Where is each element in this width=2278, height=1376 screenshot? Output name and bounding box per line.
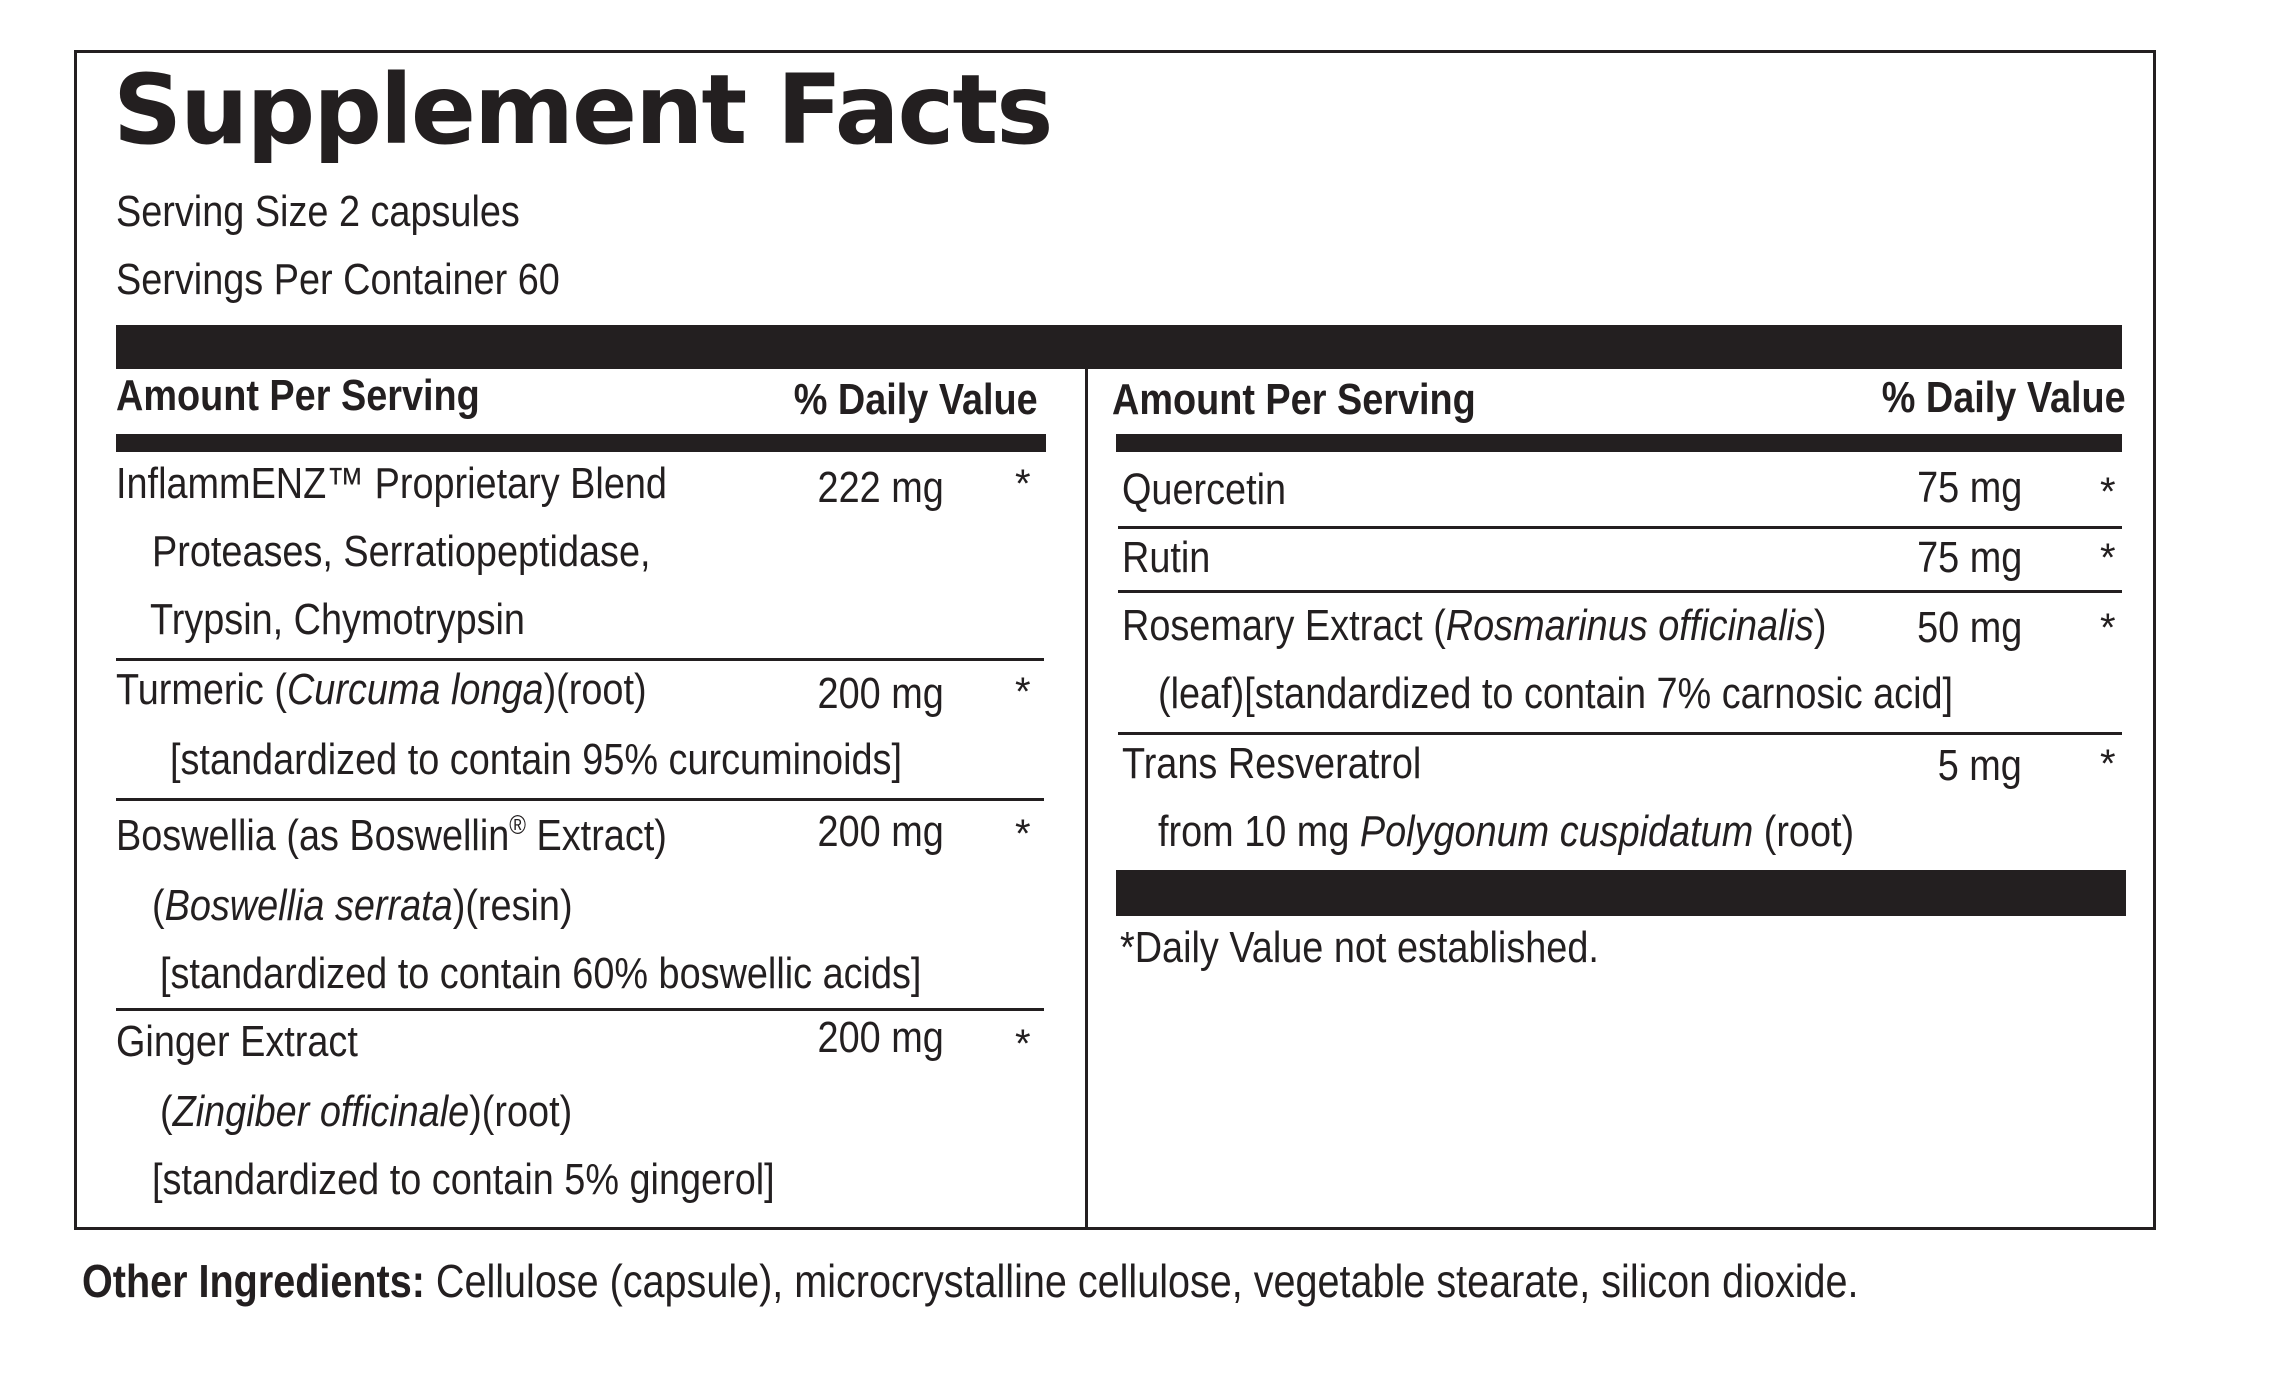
other-ingredients-label: Other Ingredients: [82, 1255, 425, 1307]
ingredient-name: Boswellia (as Boswellin® Extract) [116, 810, 667, 860]
daily-value-footnote: *Daily Value not established. [1120, 923, 1599, 972]
right-header-amount: Amount Per Serving [1112, 375, 1476, 424]
panel-title: Supplement Facts [113, 54, 1052, 166]
ingredient-detail: Trypsin, Chymotrypsin [150, 595, 525, 644]
daily-value-asterisk: * [2100, 536, 2116, 580]
row-divider [116, 798, 1044, 801]
daily-value-asterisk: * [1015, 462, 1031, 506]
daily-value-asterisk: * [1015, 812, 1031, 856]
left-header-daily-value: % Daily Value [794, 375, 1038, 424]
ingredient-detail: [standardized to contain 5% gingerol] [152, 1155, 775, 1204]
ingredient-amount: 75 mg [1916, 463, 2022, 512]
other-ingredients-text: Cellulose (capsule), microcrystalline cellulose, vegetable stearate, silicon dioxide. [424, 1255, 1859, 1307]
daily-value-asterisk: * [1015, 670, 1031, 714]
ingredient-name: Rosemary Extract (Rosmarinus officinalis) [1122, 601, 1827, 650]
row-divider [116, 1008, 1044, 1011]
thick-divider-bottom [1116, 870, 2126, 916]
serving-size: Serving Size 2 capsules [116, 187, 520, 236]
ingredient-amount: 50 mg [1916, 603, 2022, 652]
ingredient-name: Trans Resveratrol [1122, 739, 1422, 788]
daily-value-asterisk: * [2100, 470, 2116, 514]
ingredient-amount: 200 mg [817, 669, 944, 718]
ingredient-name: InflammENZ™ Proprietary Blend [116, 459, 667, 508]
left-header-amount: Amount Per Serving [116, 371, 480, 420]
left-header-divider [116, 434, 1046, 452]
ingredient-name: Turmeric (Curcuma longa)(root) [116, 665, 647, 714]
daily-value-asterisk: * [2100, 742, 2116, 786]
right-header-daily-value: % Daily Value [1882, 373, 2126, 422]
thick-divider-top [116, 325, 2122, 369]
row-divider [1118, 526, 2122, 529]
ingredient-detail: [standardized to contain 60% boswellic acids] [160, 949, 922, 998]
daily-value-asterisk: * [2100, 606, 2116, 650]
ingredient-detail: [standardized to contain 95% curcuminoids] [170, 735, 902, 784]
ingredient-detail: Proteases, Serratiopeptidase, [152, 527, 651, 576]
ingredient-detail: (leaf)[standardized to contain 7% carnosic acid] [1158, 669, 1954, 718]
servings-per-container: Servings Per Container 60 [116, 255, 560, 304]
ingredient-amount: 5 mg [1937, 741, 2022, 790]
row-divider [1118, 590, 2122, 593]
ingredient-amount: 200 mg [817, 1013, 944, 1062]
ingredient-name: Rutin [1122, 533, 1211, 582]
ingredient-detail: from 10 mg Polygonum cuspidatum (root) [1158, 807, 1855, 856]
row-divider [116, 658, 1044, 661]
ingredient-amount: 222 mg [817, 463, 944, 512]
row-divider [1118, 732, 2122, 735]
ingredient-amount: 200 mg [817, 807, 944, 856]
column-divider [1085, 368, 1088, 1230]
right-header-divider [1116, 434, 2122, 452]
ingredient-detail: (Zingiber officinale)(root) [160, 1087, 573, 1136]
ingredient-name: Quercetin [1122, 465, 1287, 514]
daily-value-asterisk: * [1015, 1022, 1031, 1066]
ingredient-name: Ginger Extract [116, 1017, 358, 1066]
ingredient-detail: (Boswellia serrata)(resin) [152, 881, 573, 930]
ingredient-amount: 75 mg [1916, 533, 2022, 582]
other-ingredients [82, 1255, 1859, 1307]
